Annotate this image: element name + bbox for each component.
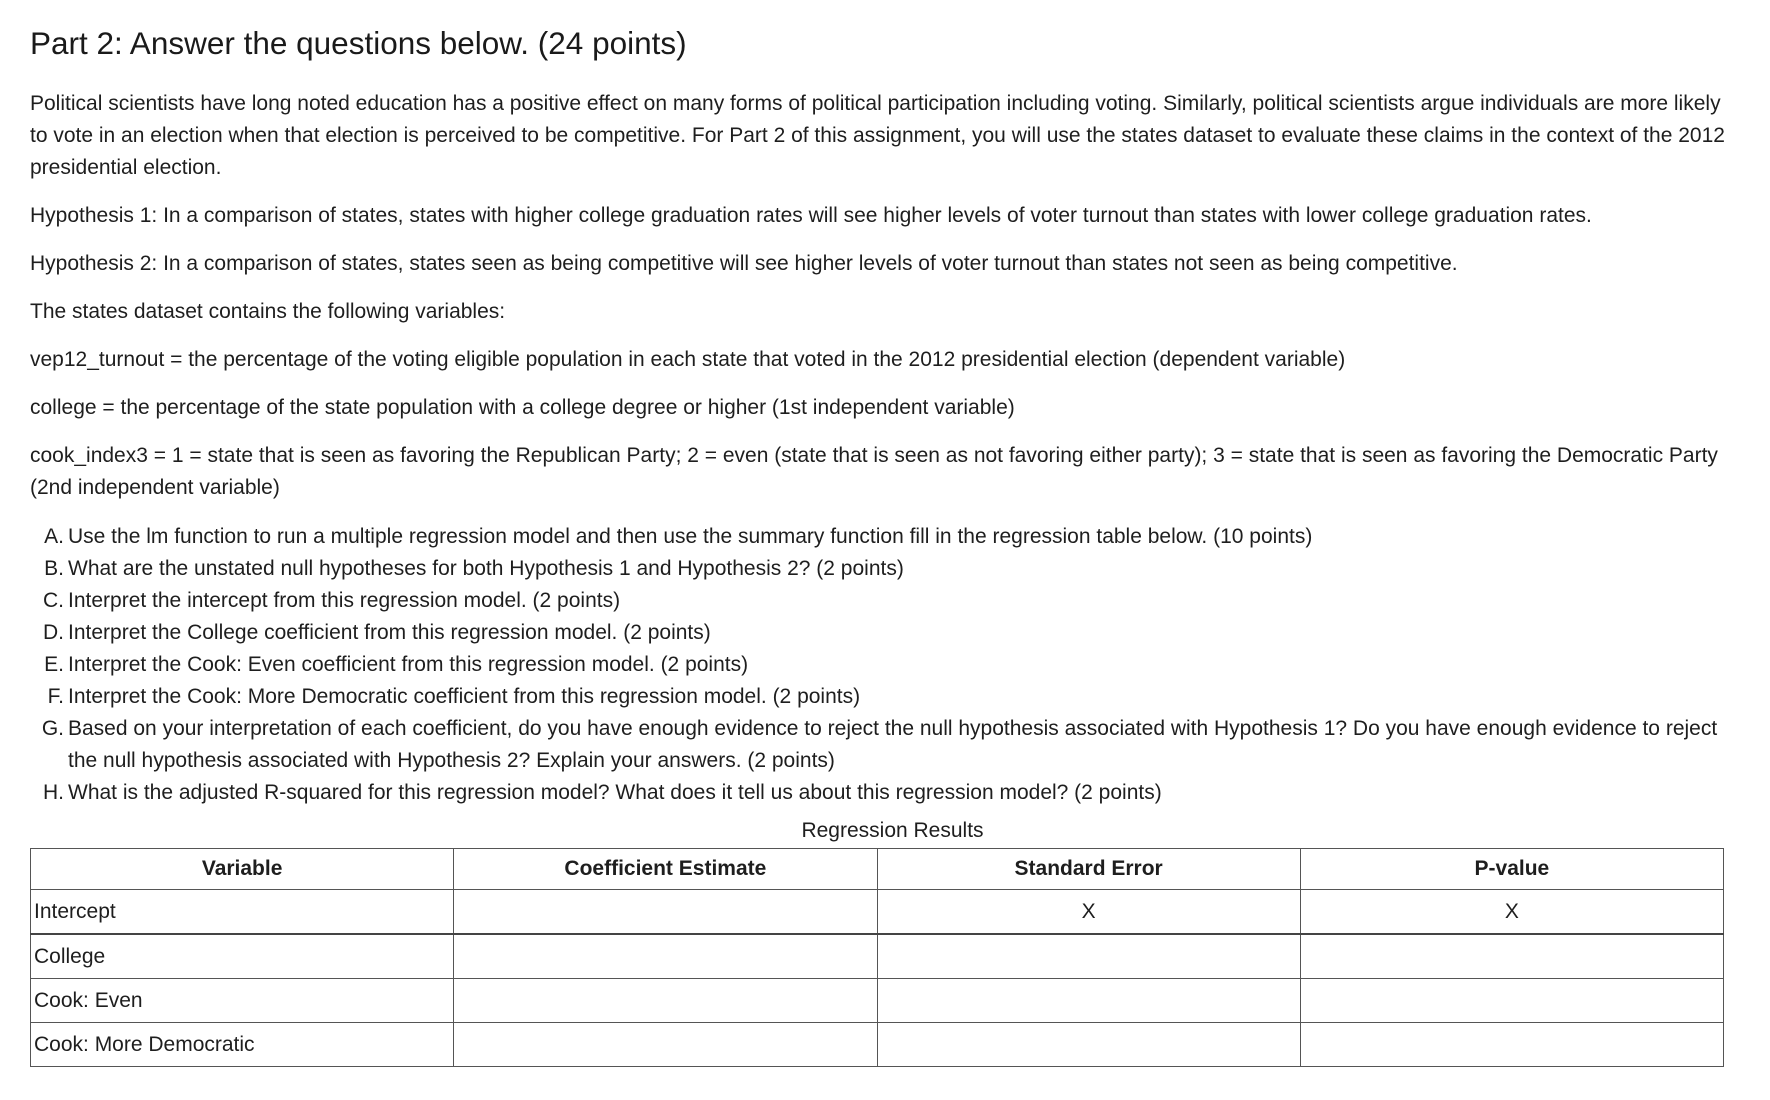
question-item [30,713,1740,777]
header-standard-error: Standard Error [877,849,1300,890]
question-letter: F. [47,685,64,708]
cell-coefficient-estimate[interactable] [454,979,877,1023]
cell-p-value[interactable] [1300,979,1723,1023]
question-letter: A. [44,525,64,548]
question-letter: B. [44,557,64,580]
hypothesis-1: Hypothesis 1: In a comparison of states, states with higher college graduation rates will see higher levels of voter turnout than states with lower college graduation rates. [30,204,1592,227]
variable-cook-index3: cook_index3 = 1 = state that is seen as favoring the Republican Party; 2 = even (state that is seen as not favoring either party); 3 = state that is seen as favoring the Democratic Party (2nd independent variable) [30,444,1718,499]
question-text: Interpret the College coefficient from this regression model. (2 points) [68,621,711,644]
cell-standard-error: X [877,890,1300,935]
question-letter: C. [43,589,64,612]
row-variable-intercept: Intercept [31,890,454,935]
question-text: What is the adjusted R-squared for this regression model? What does it tell us about this regression model? (2 points) [68,781,1162,804]
intro-paragraph: Political scientists have long noted education has a positive effect on many forms of political participation including voting. Similarly, political scientists argue individuals are more likely to vote in an election when that election is perceived to be competitive. For Part 2 of this assignment, you will use the states dataset to evaluate these claims in the context of the 2012 presidential election. [30,92,1725,179]
table-row [31,934,1724,979]
hypothesis-2: Hypothesis 2: In a comparison of states, states seen as being competitive will see higher levels of voter turnout than states not seen as being competitive. [30,252,1458,275]
table-row [31,979,1724,1023]
question-item [30,585,1740,617]
question-item [30,553,1740,585]
question-list [30,521,1740,809]
header-p-value: P-value [1300,849,1723,890]
question-text: Use the lm function to run a multiple regression model and then use the summary function fill in the regression table below. (10 points) [68,525,1313,548]
question-item [30,617,1740,649]
cell-coefficient-estimate[interactable] [454,1023,877,1067]
variable-vep12-turnout: vep12_turnout = the percentage of the voting eligible population in each state that voted in the 2012 presidential election (dependent variable) [30,348,1346,371]
cell-coefficient-estimate[interactable] [454,934,877,979]
table-row [31,890,1724,935]
dataset-intro: The states dataset contains the following variables: [30,300,506,323]
cell-standard-error[interactable] [877,934,1300,979]
variable-college: college = the percentage of the state population with a college degree or higher (1st independent variable) [30,396,1015,419]
cell-coefficient-estimate[interactable] [454,890,877,935]
header-variable: Variable [31,849,454,890]
question-item [30,649,1740,681]
header-coefficient-estimate: Coefficient Estimate [454,849,877,890]
cell-standard-error[interactable] [877,979,1300,1023]
question-item [30,777,1740,809]
row-variable-college: College [31,934,454,979]
cell-standard-error[interactable] [877,1023,1300,1067]
table-row [31,1023,1724,1067]
question-text: What are the unstated null hypotheses for both Hypothesis 1 and Hypothesis 2? (2 points) [68,557,904,580]
question-item [30,521,1740,553]
page-title: Part 2: Answer the questions below. (24 points) [30,25,687,61]
question-text: Interpret the intercept from this regression model. (2 points) [68,589,621,612]
row-variable-cook-more-democratic: Cook: More Democratic [31,1023,454,1067]
question-item [30,681,1740,713]
question-text: Interpret the Cook: More Democratic coefficient from this regression model. (2 points) [68,685,861,708]
cell-p-value: X [1300,890,1723,935]
question-letter: H. [43,781,64,804]
row-variable-cook-even: Cook: Even [31,979,454,1023]
question-letter: G. [41,717,64,740]
cell-p-value[interactable] [1300,1023,1723,1067]
regression-results-table [30,848,1724,1067]
question-text: Interpret the Cook: Even coefficient from this regression model. (2 points) [68,653,749,676]
table-caption: Regression Results [801,819,984,842]
question-letter: E. [44,653,64,676]
question-text: Based on your interpretation of each coefficient, do you have enough evidence to reject the null hypothesis associated with Hypothesis 1? Do you have enough evidence to reject the null hypothesis associated with Hypothesis 2? Explain your answers. (2 points) [68,717,1718,772]
table-header-row [31,849,1724,890]
cell-p-value[interactable] [1300,934,1723,979]
question-letter: D. [43,621,64,644]
